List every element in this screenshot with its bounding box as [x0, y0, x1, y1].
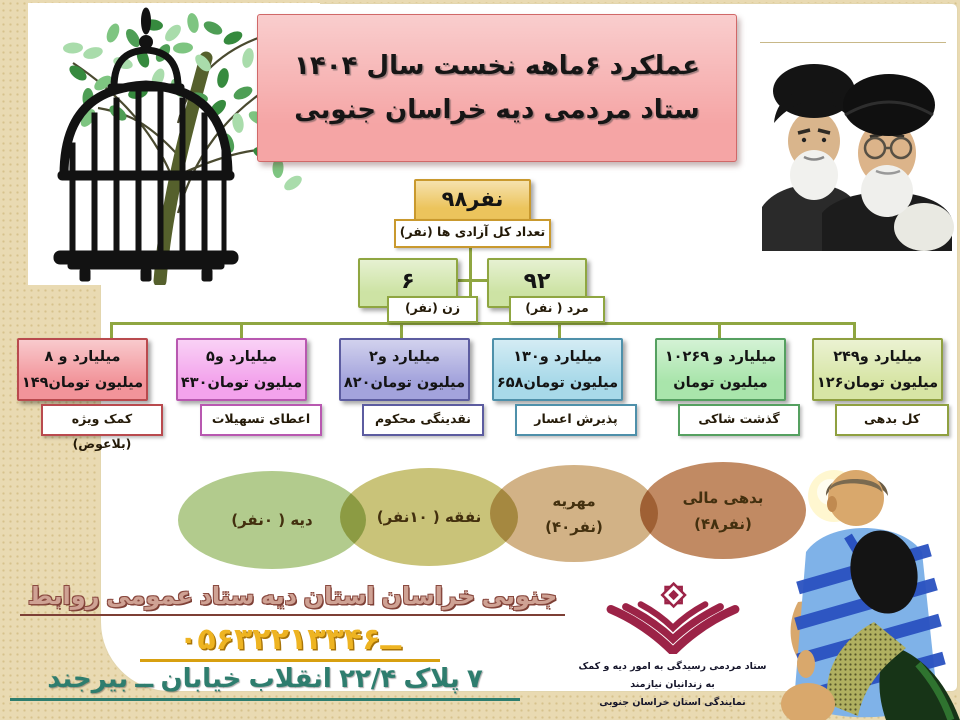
prisoner-family-hug-illustration — [768, 452, 960, 720]
ellipse-text: دیه ( ۰نفر) — [231, 511, 313, 529]
address-line: بیرجند ــ خیابان انقلاب ۲۲/۴ پلاک ۷ — [10, 664, 520, 701]
ellipse-text: بدهی مالی — [682, 488, 764, 507]
stat-value-line: ۱۰۲میلیارد و ۶۹ — [664, 349, 777, 365]
diya-logo-icon — [598, 582, 748, 654]
women-count-value: ۶ — [358, 258, 458, 308]
stat-box-plaintiff-forgiveness — [655, 338, 786, 401]
stat-box-special-grant — [17, 338, 148, 401]
connector-stub — [400, 324, 403, 339]
stat-value-line: ۱۲۶میلیون تومان — [816, 375, 939, 391]
stat-box-insolvency — [492, 338, 623, 401]
stat-label-insolvency: پذیرش اعسار — [515, 404, 637, 436]
stat-value-line: ۲۴۹میلیارد و — [833, 349, 922, 365]
stat-value-line: ۸ میلیارد و — [44, 349, 121, 365]
diya-headquarters-logo — [575, 582, 770, 712]
logo-caption-line-2: نمایندگی استان خراسان جنوبی — [599, 697, 746, 709]
leaders-portrait-illustration — [752, 45, 955, 251]
total-released-value: ۹۸نفر — [414, 179, 531, 222]
connector-stub — [558, 324, 561, 339]
connector-rail — [110, 322, 856, 325]
stat-value-line: ۶۵۸میلیون تومان — [496, 375, 619, 391]
women-count-label: زن (نفر) — [387, 296, 478, 323]
stat-label-plaintiff-forgiveness: گذشت شاکی — [678, 404, 800, 436]
ellipse-text: (۴۰نفر) — [545, 517, 603, 536]
stat-label-facilities: اعطای تسهیلات — [200, 404, 322, 436]
leaders-portrait-icon — [752, 45, 955, 251]
logo-caption-line-1: ستاد مردمی رسیدگی به امور دیه و کمک به زندانیان نیازمند — [578, 661, 767, 691]
ellipse-text: مهریه — [552, 491, 596, 510]
stat-box-facilities — [176, 338, 307, 401]
connector-stub — [718, 324, 721, 339]
stat-box-convict-liquidity — [339, 338, 470, 401]
decorative-rule — [760, 42, 946, 43]
phone-number: ۰۵۶ــ۳۲۲۱۳۳۴۶ — [140, 622, 440, 662]
stat-value-line: میلیون تومان — [673, 375, 768, 391]
stat-value-line: ۱۳۰میلیارد و — [513, 349, 602, 365]
total-released-label: تعداد کل آزادی ها (نفر) — [394, 219, 551, 248]
ellipse-diya — [178, 471, 366, 569]
stat-value-line: ۵میلیارد و — [206, 349, 277, 365]
stat-value-line: ۸۲۰میلیون تومان — [343, 375, 466, 391]
title-line-1: عملکرد ۶ماهه نخست سال ۱۴۰۴ — [293, 51, 701, 81]
connector-stub — [110, 324, 113, 339]
stat-value-line: ۴۳۰میلیون تومان — [180, 375, 303, 391]
stat-label-total-debt: کل بدهی — [835, 404, 949, 436]
public-relations-line: روابط عمومی ستاد دیه استان خراسان جنوبی — [20, 582, 565, 616]
stat-box-total-debt — [812, 338, 943, 401]
connector-stub — [853, 324, 856, 339]
stat-label-special-grant: کمک ویژه (بلاعوض) — [41, 404, 163, 436]
ellipse-text: (۴۸نفر) — [694, 514, 752, 533]
stat-value-line: ۲میلیارد و — [369, 349, 440, 365]
stat-label-convict-liquidity: نقدینگی محکوم — [362, 404, 484, 436]
ellipse-alimony — [340, 468, 518, 566]
stat-value-line: ۱۴۹میلیون تومان — [21, 375, 144, 391]
men-count-value: ۹۲ — [487, 258, 587, 308]
slide-title — [257, 14, 737, 162]
men-count-label: مرد ( نفر) — [509, 296, 605, 323]
title-line-2: ستاد مردمی دیه خراسان جنوبی — [294, 95, 700, 125]
ellipse-text: نفقه ( ۱۰نفر) — [376, 508, 482, 526]
connector-stub — [240, 324, 243, 339]
